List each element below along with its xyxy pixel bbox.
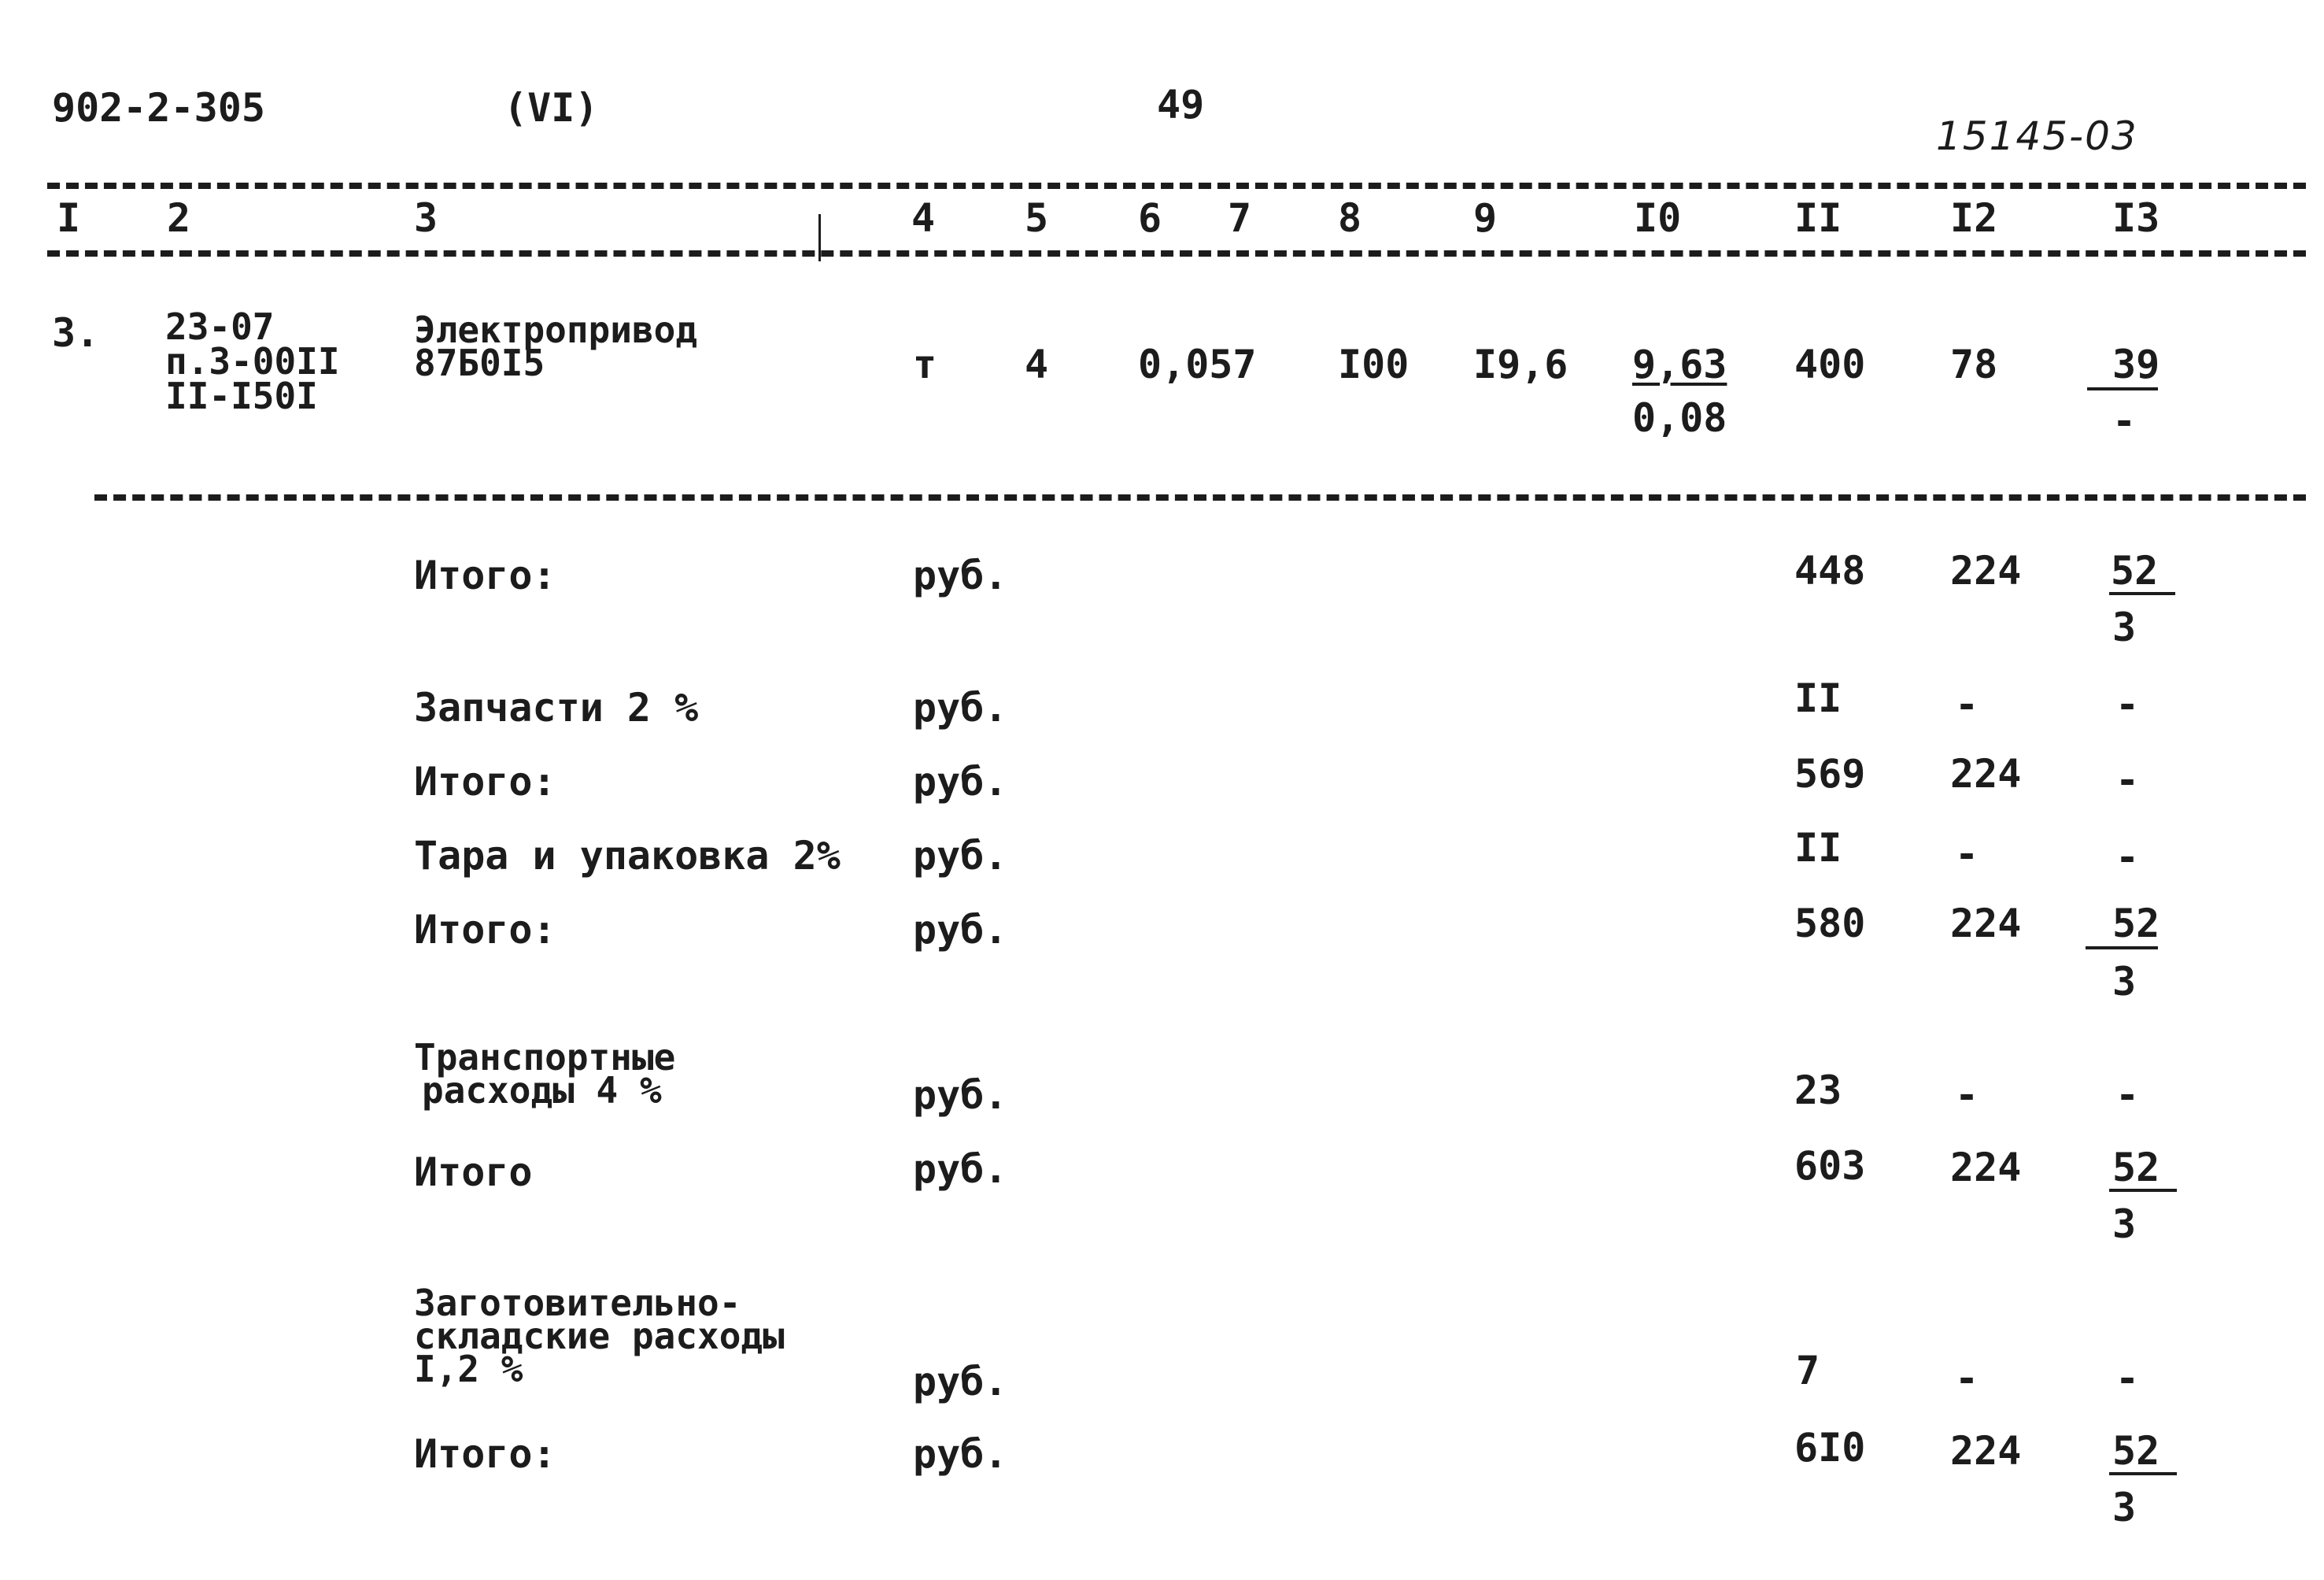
col-header-12: I2 <box>1950 195 1998 241</box>
item-col10-top: 9,63 <box>1632 342 1727 387</box>
item-name-line-1: Электропривод <box>414 309 698 351</box>
summary-unit: руб. <box>913 685 1008 731</box>
summary-label: Тара и упаковка 2% <box>414 833 841 879</box>
col-header-4: 4 <box>911 195 936 241</box>
summary-col13: - <box>2115 757 2140 803</box>
summary-col11: II <box>1794 675 1842 721</box>
summary-label-line-2: расходы 4 % <box>422 1069 662 1112</box>
item-col12: 78 <box>1950 342 1998 387</box>
column-separator <box>818 214 821 261</box>
handwritten-stamp: 15145-03 <box>1936 113 2138 159</box>
summary-col11: 7 <box>1796 1348 1820 1393</box>
summary-unit: руб. <box>913 1072 1008 1118</box>
item-quantity: 4 <box>1025 342 1049 387</box>
summary-label: Запчасти 2 % <box>414 685 699 731</box>
summary-col12: 224 <box>1950 548 2022 594</box>
summary-col11: II <box>1794 825 1842 871</box>
summary-unit: руб. <box>913 1431 1008 1477</box>
summary-col11: 6I0 <box>1794 1425 1866 1471</box>
document-code: 902-2-305 <box>52 85 265 131</box>
summary-col13-bottom: 3 <box>2112 1201 2137 1247</box>
col-header-3: 3 <box>414 195 438 241</box>
item-unit: т <box>913 342 937 387</box>
item-col11: 400 <box>1794 342 1866 387</box>
summary-col13-fraction-line <box>2086 946 2158 949</box>
item-bottom-rule <box>94 494 2306 501</box>
item-col10-bottom: 0,08 <box>1632 395 1727 441</box>
item-number: 3. <box>52 310 100 356</box>
summary-col11: 448 <box>1794 548 1866 594</box>
item-col8: I00 <box>1338 342 1410 387</box>
summary-unit: руб. <box>913 553 1008 598</box>
header-bottom-rule <box>47 250 2306 257</box>
summary-unit: руб. <box>913 833 1008 879</box>
item-col13-bottom: - <box>2112 398 2137 444</box>
summary-label-line-3: I,2 % <box>414 1348 523 1390</box>
item-code-line-2: п.3-00II <box>165 340 340 383</box>
summary-label-line-1: Транспортные <box>414 1036 676 1079</box>
col-header-7: 7 <box>1228 195 1252 241</box>
summary-col13-top: 52 <box>2112 1145 2160 1190</box>
summary-col11: 580 <box>1794 901 1866 946</box>
summary-col13-bottom: 3 <box>2112 1485 2137 1530</box>
summary-col13-top: 52 <box>2112 1428 2160 1474</box>
summary-col13: - <box>2115 1356 2140 1401</box>
summary-col13-bottom: 3 <box>2112 959 2137 1005</box>
col-header-9: 9 <box>1473 195 1498 241</box>
summary-col13: - <box>2115 682 2140 727</box>
col-header-5: 5 <box>1025 195 1049 241</box>
summary-unit: руб. <box>913 907 1008 953</box>
summary-label-line-2: складские расходы <box>414 1315 785 1357</box>
summary-col13-fraction-line <box>2109 592 2175 595</box>
summary-col11: 603 <box>1794 1143 1866 1189</box>
summary-col13: - <box>2115 1072 2140 1118</box>
col-header-2: 2 <box>167 195 191 241</box>
summary-col12: 224 <box>1950 751 2022 797</box>
summary-label: Итого: <box>414 1431 556 1477</box>
summary-col12: 224 <box>1950 1428 2022 1474</box>
col-header-1: I <box>57 195 81 241</box>
col-header-11: II <box>1794 195 1842 241</box>
summary-col12: - <box>1955 831 1979 877</box>
col-header-6: 6 <box>1138 195 1162 241</box>
summary-col12: 224 <box>1950 1145 2022 1190</box>
summary-col11: 23 <box>1794 1068 1842 1113</box>
summary-col13: - <box>2115 834 2140 880</box>
summary-col12: - <box>1955 1356 1979 1401</box>
item-code-line-1: 23-07 <box>165 305 275 348</box>
item-name-line-2: 87Б0I5 <box>414 342 545 384</box>
col-header-13: I3 <box>2112 195 2160 241</box>
col-header-8: 8 <box>1338 195 1362 241</box>
summary-col12: 224 <box>1950 901 2022 946</box>
summary-label: Итого: <box>414 759 556 805</box>
header-top-rule <box>47 183 2306 189</box>
summary-col13-bottom: 3 <box>2112 605 2137 650</box>
summary-col12: - <box>1955 682 1979 727</box>
summary-label-line-1: Заготовительно- <box>414 1282 741 1324</box>
summary-col13-fraction-line <box>2109 1189 2177 1192</box>
item-col13-top: 39 <box>2112 342 2160 387</box>
summary-unit: руб. <box>913 759 1008 805</box>
section-number: (VI) <box>504 85 599 131</box>
summary-col13-top: 52 <box>2112 901 2160 946</box>
summary-col13-fraction-line <box>2109 1472 2177 1475</box>
page-number: 49 <box>1157 82 1205 128</box>
summary-unit: руб. <box>913 1359 1008 1404</box>
summary-col12: - <box>1955 1072 1979 1118</box>
item-col9: I9,6 <box>1473 342 1568 387</box>
col-header-10: I0 <box>1634 195 1682 241</box>
summary-label: Итого: <box>414 553 556 598</box>
item-col13-fraction-line <box>2087 387 2158 390</box>
summary-label: Итого <box>414 1149 533 1195</box>
summary-label: Итого: <box>414 907 556 953</box>
summary-col13-top: 52 <box>2111 548 2159 594</box>
summary-unit: руб. <box>913 1146 1008 1192</box>
item-code-line-3: II-I50I <box>165 375 318 417</box>
item-col6-7: 0,057 <box>1138 342 1257 387</box>
summary-col11: 569 <box>1794 751 1866 797</box>
